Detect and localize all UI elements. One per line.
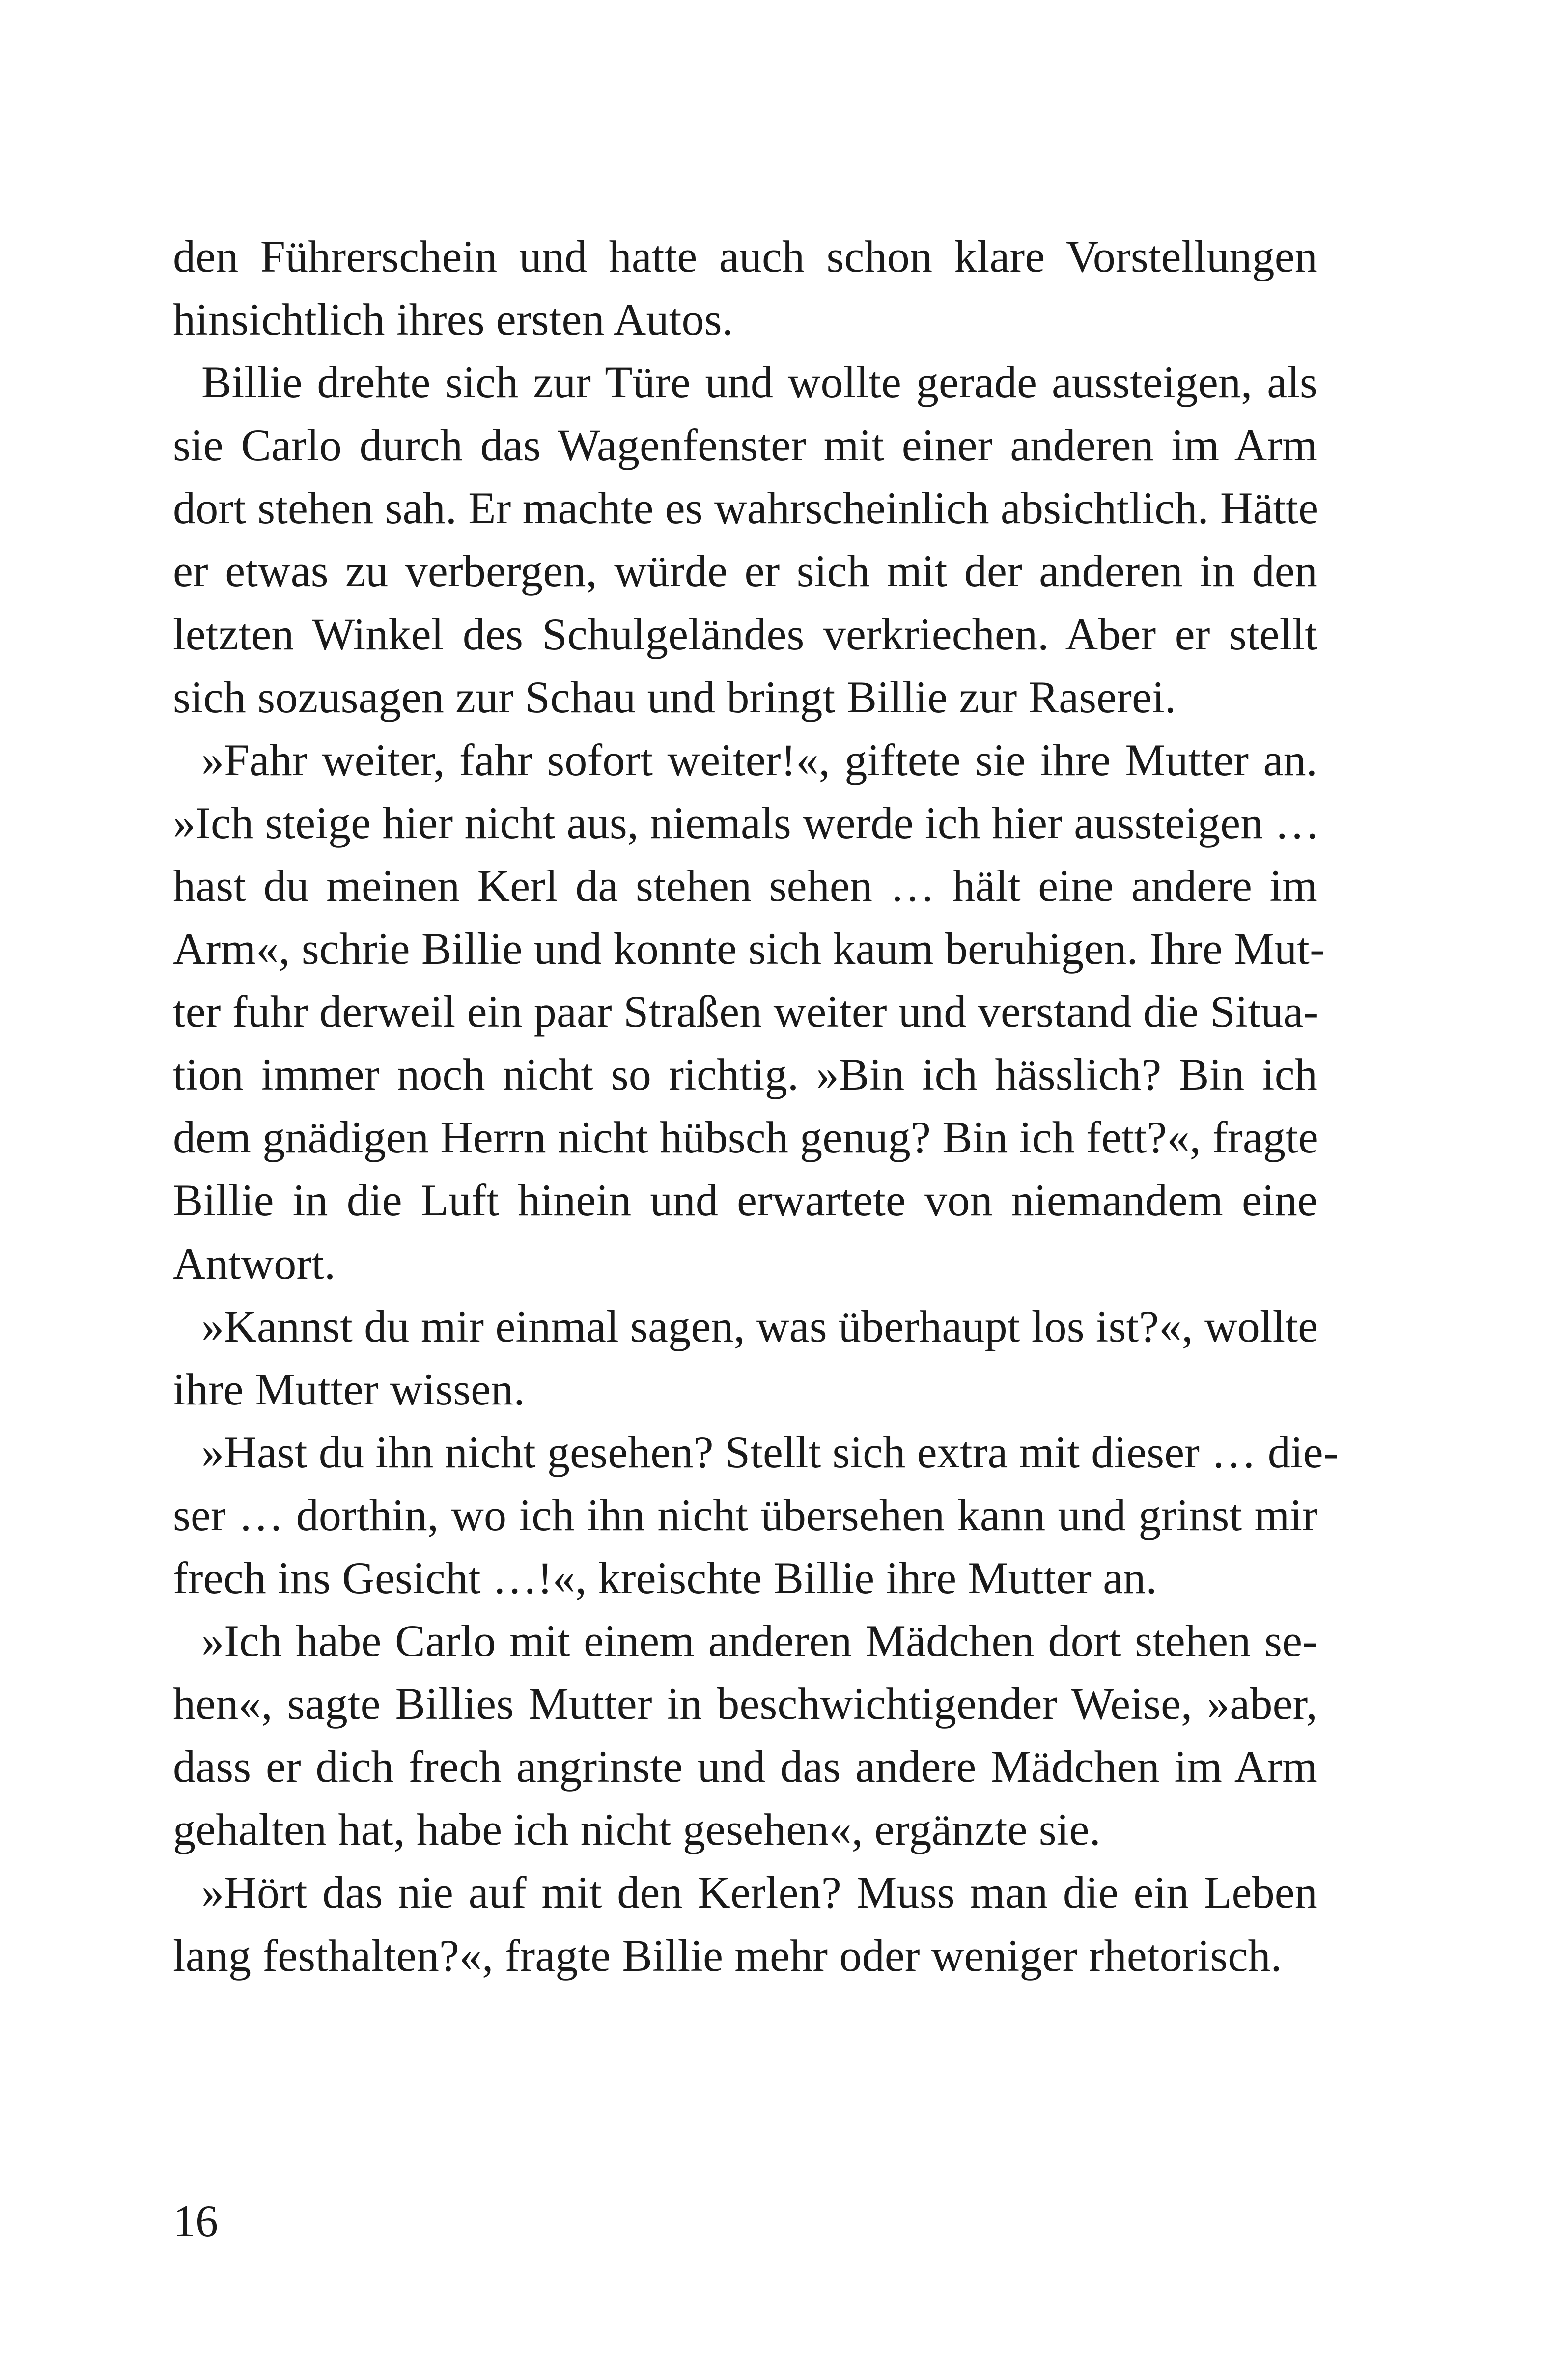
text-line: »Ich steige hier nicht aus, niemals werde ich hier aussteigen … <box>173 797 1320 848</box>
text-line: den Führerschein und hatte auch schon klare Vorstellungen <box>173 231 1317 281</box>
text-line: »Hört das nie auf mit den Kerlen? Muss man die ein Leben <box>201 1867 1317 1918</box>
text-line: Arm«, schrie Billie und konnte sich kaum beruhigen. Ihre Mut- <box>173 924 1325 974</box>
text-line: »Fahr weiter, fahr sofort weiter!«, giftete sie ihre Mutter an. <box>201 734 1317 785</box>
text-line: sie Carlo durch das Wagenfenster mit einer anderen im Arm <box>173 420 1317 471</box>
page-number: 16 <box>173 2196 218 2246</box>
text-line: »Kannst du mir einmal sagen, was überhaupt los ist?«, wollte <box>201 1301 1318 1351</box>
text-line: dort stehen sah. Er machte es wahrscheinlich absichtlich. Hätte <box>173 483 1319 533</box>
text-line: »Ich habe Carlo mit einem anderen Mädchen dort stehen se- <box>201 1616 1317 1666</box>
text-line: dem gnädigen Herrn nicht hübsch genug? Bin ich fett?«, fragte <box>173 1112 1318 1163</box>
text-line: hast du meinen Kerl da stehen sehen … hält eine andere im <box>173 860 1317 911</box>
text-line: letzten Winkel des Schulgeländes verkriechen. Aber er stellt <box>173 609 1317 659</box>
text-line: Antwort. <box>173 1238 336 1289</box>
text-line: frech ins Gesicht …!«, kreischte Billie ihre Mutter an. <box>173 1552 1157 1603</box>
text-line: Billie drehte sich zur Türe und wollte gerade aussteigen, als <box>201 357 1317 408</box>
text-line: er etwas zu verbergen, würde er sich mit der anderen in den <box>173 546 1317 596</box>
text-line: ter fuhr derweil ein paar Straßen weiter und verstand die Situa- <box>173 986 1319 1037</box>
text-line: hen«, sagte Billies Mutter in beschwichtigender Weise, »aber, <box>173 1679 1317 1729</box>
text-line: lang festhalten?«, fragte Billie mehr oder weniger rhetorisch. <box>173 1930 1282 1981</box>
text-line: Billie in die Luft hinein und erwartete von niemandem eine <box>173 1175 1317 1226</box>
text-line: hinsichtlich ihres ersten Autos. <box>173 294 733 345</box>
text-line: »Hast du ihn nicht gesehen? Stellt sich extra mit dieser … die- <box>201 1427 1339 1477</box>
body-text <box>173 225 1339 1987</box>
text-line: tion immer noch nicht so richtig. »Bin ich hässlich? Bin ich <box>173 1049 1317 1100</box>
text-line: ser … dorthin, wo ich ihn nicht übersehen kann und grinst mir <box>173 1489 1317 1540</box>
text-line: sich sozusagen zur Schau und bringt Billie zur Raserei. <box>173 672 1176 722</box>
text-line: ihre Mutter wissen. <box>173 1364 525 1414</box>
text-line: gehalten hat, habe ich nicht gesehen«, ergänzte sie. <box>173 1804 1101 1855</box>
text-line: dass er dich frech angrinste und das andere Mädchen im Arm <box>173 1741 1317 1792</box>
